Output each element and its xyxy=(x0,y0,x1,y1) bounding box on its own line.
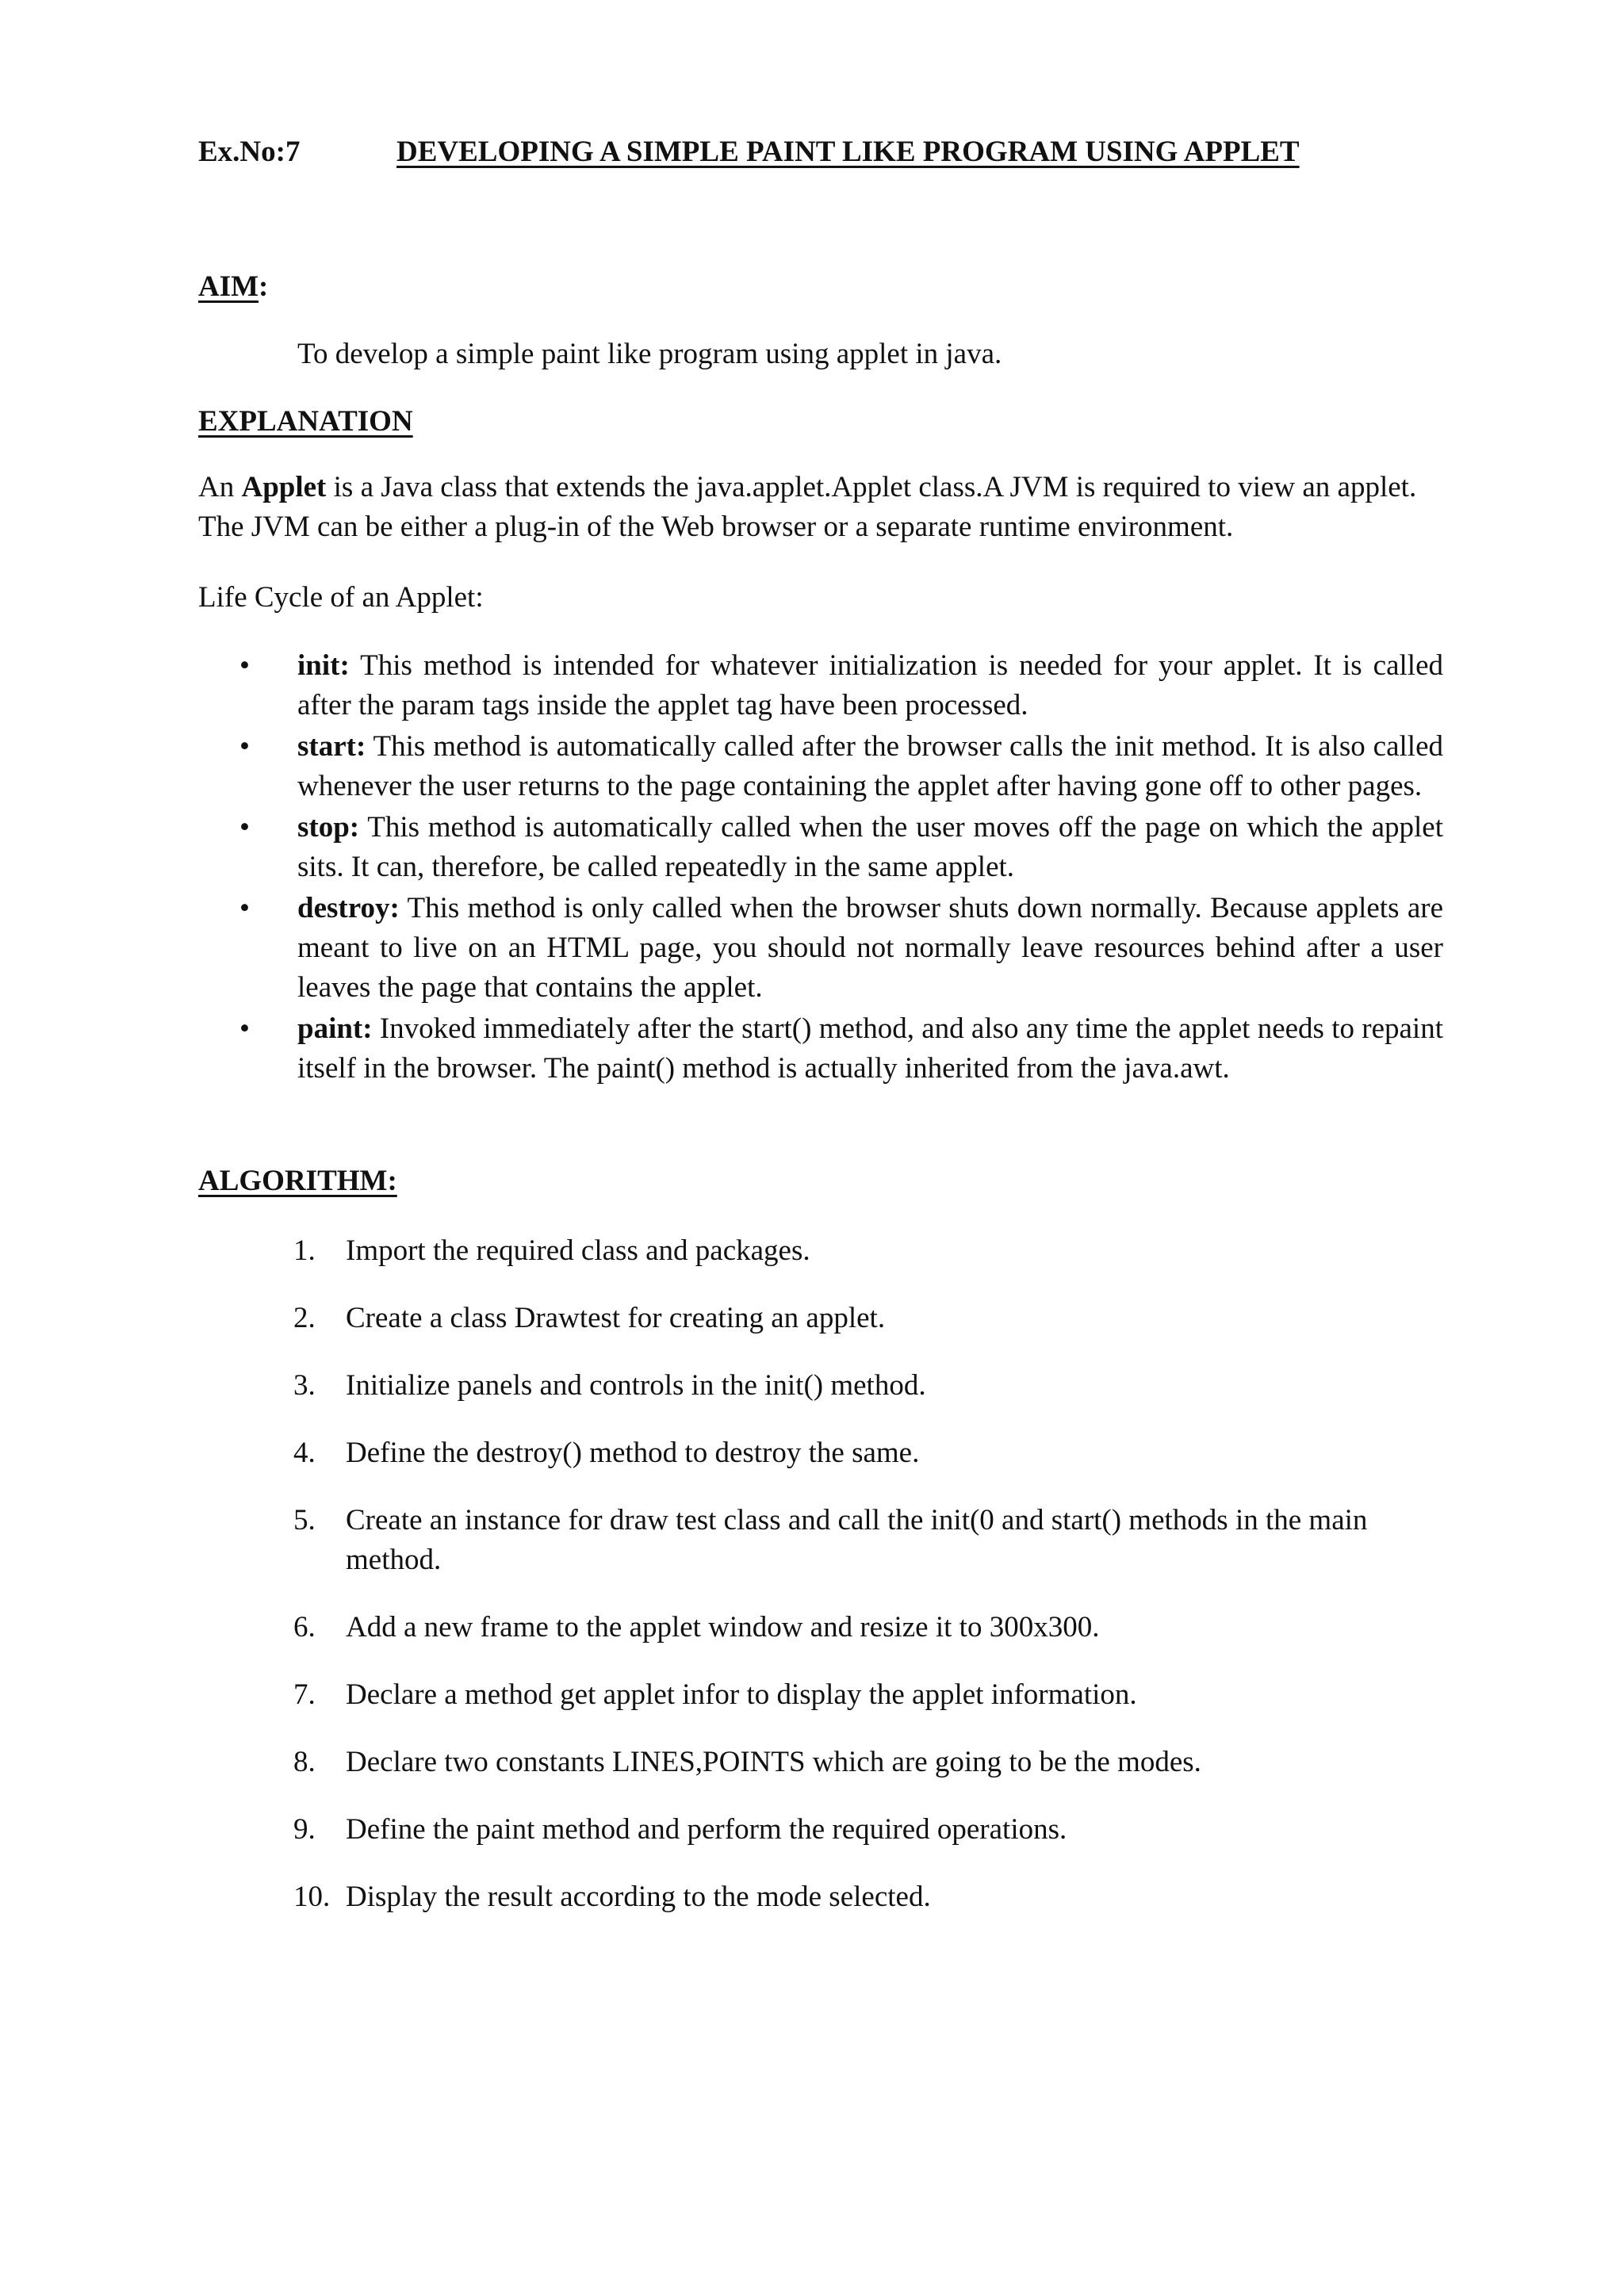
algorithm-step xyxy=(293,1231,1443,1271)
lifecycle-item-init xyxy=(238,646,1443,725)
algorithm-list xyxy=(293,1231,1443,1945)
aim-heading-label: AIM xyxy=(198,270,259,303)
lifecycle-desc: This method is intended for whatever initialization is needed for your applet. It is called after the param tags inside the applet tag have been processed. xyxy=(297,649,1443,721)
lifecycle-desc: Invoked immediately after the start() method, and also any time the applet needs to repaint itself in the browser. The paint() method is actually inherited from the java.awt. xyxy=(297,1012,1443,1085)
algorithm-step xyxy=(293,1810,1443,1850)
step-number: 7. xyxy=(293,1678,316,1711)
lifecycle-item-start xyxy=(238,727,1443,806)
bullet-icon: • xyxy=(239,1012,250,1045)
step-number: 10. xyxy=(293,1881,331,1913)
step-number: 1. xyxy=(293,1234,316,1267)
aim-heading-colon: : xyxy=(259,270,269,303)
algorithm-step xyxy=(293,1501,1443,1580)
explanation-start: An xyxy=(198,471,242,503)
lifecycle-item-paint xyxy=(238,1009,1443,1089)
lifecycle-term: start: xyxy=(297,730,366,763)
explanation-rest: is a Java class that extends the java.applet.Applet class.A JVM is required to view an applet. The JVM can be either a plug-in of the Web browser or a separate runtime environment. xyxy=(198,471,1417,543)
bullet-icon: • xyxy=(239,892,250,924)
bullet-icon: • xyxy=(239,811,250,844)
algorithm-step xyxy=(293,1743,1443,1782)
algorithm-step xyxy=(293,1299,1443,1338)
aim-heading xyxy=(198,270,268,304)
step-number: 9. xyxy=(293,1813,316,1846)
step-text: Create a class Drawtest for creating an applet. xyxy=(346,1302,886,1334)
algorithm-heading: ALGORITHM: xyxy=(198,1165,397,1197)
step-text: Display the result according to the mode selected. xyxy=(346,1881,931,1913)
lifecycle-item-stop xyxy=(238,808,1443,887)
step-text: Add a new frame to the applet window and resize it to 300x300. xyxy=(346,1611,1100,1644)
lifecycle-desc: This method is automatically called when the user moves off the page on which the applet sits. It can, therefore, be called repeatedly in the same applet. xyxy=(297,811,1443,883)
lifecycle-desc: This method is only called when the browser shuts down normally. Because applets are meant to live on an HTML page, you should not normally leave resources behind after a user leaves the page that contains the applet. xyxy=(297,892,1443,1004)
lifecycle-term: init: xyxy=(297,649,350,682)
lifecycle-term: destroy: xyxy=(297,892,400,924)
bullet-icon: • xyxy=(239,649,250,682)
lifecycle-list xyxy=(238,646,1443,1090)
page-title: DEVELOPING A SIMPLE PAINT LIKE PROGRAM USING APPLET xyxy=(396,136,1300,168)
step-text: Define the destroy() method to destroy the same. xyxy=(346,1437,920,1469)
algorithm-step xyxy=(293,1675,1443,1715)
step-text: Create an instance for draw test class and call the init(0 and start() methods in the main method. xyxy=(346,1504,1368,1576)
lifecycle-desc: This method is automatically called after the browser calls the init method. It is also called whenever the user returns to the page containing the applet after having gone off to other pages. xyxy=(297,730,1443,802)
explanation-applet-term: Applet xyxy=(241,471,327,503)
aim-text: To develop a simple paint like program using applet in java. xyxy=(297,338,1002,370)
step-text: Declare two constants LINES,POINTS which are going to be the modes. xyxy=(346,1746,1201,1778)
step-number: 2. xyxy=(293,1302,316,1334)
step-text: Import the required class and packages. xyxy=(346,1234,810,1267)
algorithm-step xyxy=(293,1877,1443,1917)
step-text: Declare a method get applet infor to display the applet information. xyxy=(346,1678,1137,1711)
bullet-icon: • xyxy=(239,730,250,763)
step-text: Initialize panels and controls in the init() method. xyxy=(346,1369,926,1402)
algorithm-step xyxy=(293,1608,1443,1647)
step-number: 6. xyxy=(293,1611,316,1644)
step-number: 4. xyxy=(293,1437,316,1469)
step-number: 3. xyxy=(293,1369,316,1402)
lifecycle-item-destroy xyxy=(238,889,1443,1008)
algorithm-step xyxy=(293,1433,1443,1473)
exercise-number: Ex.No:7 xyxy=(198,136,301,168)
explanation-heading: EXPLANATION xyxy=(198,405,413,438)
step-number: 5. xyxy=(293,1504,316,1536)
lifecycle-term: paint: xyxy=(297,1012,373,1045)
step-number: 8. xyxy=(293,1746,316,1778)
algorithm-step xyxy=(293,1366,1443,1406)
lifecycle-term: stop: xyxy=(297,811,360,844)
lifecycle-label: Life Cycle of an Applet: xyxy=(198,581,484,614)
explanation-paragraph xyxy=(198,468,1451,547)
step-text: Define the paint method and perform the required operations. xyxy=(346,1813,1067,1846)
